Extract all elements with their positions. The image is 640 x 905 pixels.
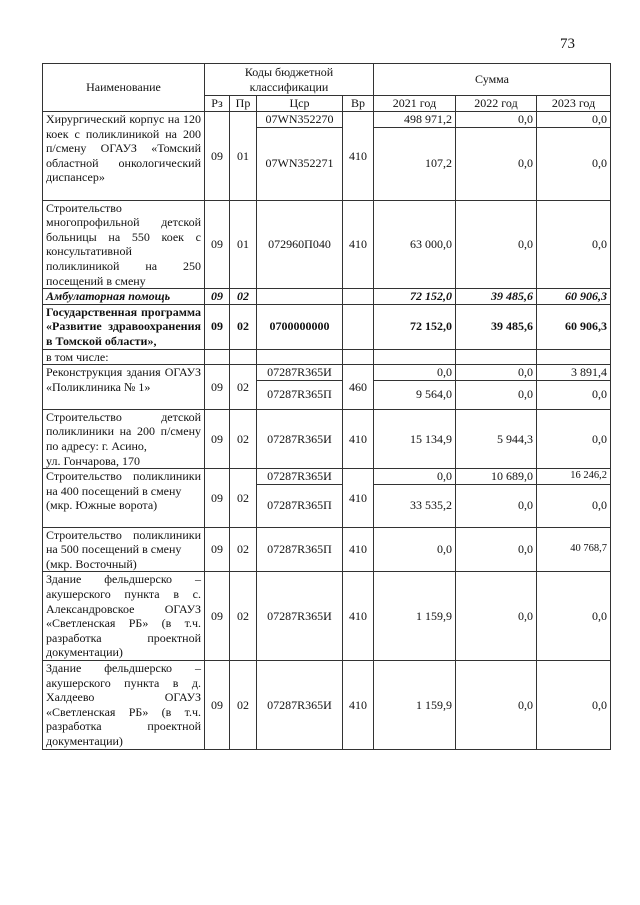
cell-vr: 410 bbox=[343, 661, 374, 750]
cell-csr: 07287R365П bbox=[257, 484, 343, 527]
cell-rz: 09 bbox=[205, 365, 230, 410]
table-row bbox=[43, 112, 611, 128]
header-sum: Сумма bbox=[374, 64, 611, 96]
cell-csr: 072960П040 bbox=[257, 200, 343, 289]
cell-rz: 09 bbox=[205, 200, 230, 289]
row-name-main: Строительство детской поликлиники на 200 п/смену по адресу: г. Асино, bbox=[46, 409, 201, 453]
cell-csr: 07WN352270 bbox=[257, 112, 343, 128]
cell-rz: 09 bbox=[205, 527, 230, 572]
cell-csr bbox=[257, 349, 343, 365]
cell-2022 bbox=[456, 349, 537, 365]
table-row bbox=[43, 409, 611, 468]
row-name bbox=[43, 409, 205, 468]
cell-2022: 0,0 bbox=[456, 661, 537, 750]
cell-csr: 07287R365И bbox=[257, 572, 343, 661]
cell-2022: 0,0 bbox=[456, 380, 537, 409]
header-2021: 2021 год bbox=[374, 96, 456, 112]
cell-2023: 16 246,2 bbox=[537, 469, 611, 485]
row-name: Строительство многопрофильной детской больницы на 550 коек с консультативной поликлиникой на 250 посещений в смену bbox=[43, 200, 205, 289]
cell-rz: 09 bbox=[205, 289, 230, 305]
header-row-top bbox=[43, 64, 611, 96]
header-name: Наименование bbox=[43, 64, 205, 112]
cell-vr: 410 bbox=[343, 409, 374, 468]
cell-rz: 09 bbox=[205, 572, 230, 661]
cell-2023: 0,0 bbox=[537, 484, 611, 527]
header-rz: Рз bbox=[205, 96, 230, 112]
cell-pr bbox=[230, 349, 257, 365]
cell-vr: 410 bbox=[343, 527, 374, 572]
header-2022: 2022 год bbox=[456, 96, 537, 112]
cell-2021: 0,0 bbox=[374, 365, 456, 381]
cell-2021: 0,0 bbox=[374, 527, 456, 572]
cell-2021: 1 159,9 bbox=[374, 661, 456, 750]
row-name bbox=[43, 469, 205, 528]
row-name-main: Строительство поликлиники на 500 посещений в смену bbox=[46, 527, 201, 557]
cell-vr bbox=[343, 304, 374, 349]
cell-2021: 0,0 bbox=[374, 469, 456, 485]
row-name: Амбулаторная помощь bbox=[43, 289, 205, 305]
cell-pr: 01 bbox=[230, 112, 257, 201]
cell-2023: 3 891,4 bbox=[537, 365, 611, 381]
header-csr: Цср bbox=[257, 96, 343, 112]
cell-2021: 498 971,2 bbox=[374, 112, 456, 128]
cell-rz: 09 bbox=[205, 112, 230, 201]
header-codes: Коды бюджетной классификации bbox=[205, 64, 374, 96]
page-number: 73 bbox=[560, 36, 575, 52]
table-row bbox=[43, 200, 611, 289]
cell-csr: 07287R365П bbox=[257, 380, 343, 409]
cell-2021: 1 159,9 bbox=[374, 572, 456, 661]
cell-2023: 40 768,7 bbox=[537, 527, 611, 572]
cell-2023: 0,0 bbox=[537, 112, 611, 128]
row-name: Реконструкция здания ОГАУЗ «Поликлиника № 1» bbox=[43, 365, 205, 410]
cell-2021: 107,2 bbox=[374, 127, 456, 200]
row-name: Здание фельдшерско – акушерского пункта в с. Александровское ОГАУЗ «Светленская РБ» (в т.ч. разработка проектной документации) bbox=[43, 572, 205, 661]
cell-2021 bbox=[374, 349, 456, 365]
cell-2022: 0,0 bbox=[456, 484, 537, 527]
cell-csr: 07287R365И bbox=[257, 365, 343, 381]
table-row bbox=[43, 304, 611, 349]
cell-2023: 60 906,3 bbox=[537, 289, 611, 305]
cell-2022: 39 485,6 bbox=[456, 289, 537, 305]
cell-csr: 07287R365И bbox=[257, 661, 343, 750]
row-name: Государственная программа «Развитие здравоохранения в Томской области», bbox=[43, 304, 205, 349]
cell-vr: 410 bbox=[343, 469, 374, 528]
cell-2023: 0,0 bbox=[537, 200, 611, 289]
cell-pr: 02 bbox=[230, 289, 257, 305]
row-name bbox=[43, 527, 205, 572]
table-row bbox=[43, 289, 611, 305]
cell-2022: 0,0 bbox=[456, 527, 537, 572]
cell-2022: 5 944,3 bbox=[456, 409, 537, 468]
cell-pr: 02 bbox=[230, 409, 257, 468]
cell-rz: 09 bbox=[205, 304, 230, 349]
row-name-main: Строительство поликлиники на 400 посещений в смену bbox=[46, 469, 201, 498]
row-name: Здание фельдшерско – акушерского пункта в д. Халдеево ОГАУЗ «Светленская РБ» (в т.ч. разработка проектной документации) bbox=[43, 661, 205, 750]
cell-pr: 02 bbox=[230, 572, 257, 661]
budget-table bbox=[42, 63, 611, 750]
header-2023: 2023 год bbox=[537, 96, 611, 112]
cell-pr: 02 bbox=[230, 365, 257, 410]
row-name-tail: ул. Гончарова, 170 bbox=[46, 453, 140, 468]
cell-csr: 07287R365П bbox=[257, 527, 343, 572]
cell-2023 bbox=[537, 349, 611, 365]
cell-2022: 0,0 bbox=[456, 200, 537, 289]
cell-pr: 02 bbox=[230, 304, 257, 349]
cell-pr: 02 bbox=[230, 661, 257, 750]
cell-vr: 410 bbox=[343, 572, 374, 661]
cell-rz bbox=[205, 349, 230, 365]
cell-2021: 9 564,0 bbox=[374, 380, 456, 409]
cell-csr: 0700000000 bbox=[257, 304, 343, 349]
cell-2023: 0,0 bbox=[537, 572, 611, 661]
cell-2021: 33 535,2 bbox=[374, 484, 456, 527]
table-row bbox=[43, 572, 611, 661]
cell-csr: 07WN352271 bbox=[257, 127, 343, 200]
table-row bbox=[43, 469, 611, 485]
cell-2022: 0,0 bbox=[456, 365, 537, 381]
cell-2022: 0,0 bbox=[456, 572, 537, 661]
cell-vr: 410 bbox=[343, 200, 374, 289]
cell-csr bbox=[257, 289, 343, 305]
cell-2021: 15 134,9 bbox=[374, 409, 456, 468]
cell-2022: 0,0 bbox=[456, 127, 537, 200]
cell-csr: 07287R365И bbox=[257, 469, 343, 485]
cell-2022: 39 485,6 bbox=[456, 304, 537, 349]
cell-2021: 63 000,0 bbox=[374, 200, 456, 289]
cell-2023: 0,0 bbox=[537, 127, 611, 200]
table-row bbox=[43, 527, 611, 572]
row-name-tail: (мкр. Южные ворота) bbox=[46, 498, 158, 513]
cell-rz: 09 bbox=[205, 661, 230, 750]
cell-pr: 02 bbox=[230, 469, 257, 528]
cell-2022: 10 689,0 bbox=[456, 469, 537, 485]
cell-vr: 410 bbox=[343, 112, 374, 201]
header-vr: Вр bbox=[343, 96, 374, 112]
row-name-tail: (мкр. Восточный) bbox=[46, 556, 137, 571]
cell-vr bbox=[343, 349, 374, 365]
cell-2021: 72 152,0 bbox=[374, 304, 456, 349]
row-name: Хирургический корпус на 120 коек с поликлиникой на 200 п/смену ОГАУЗ «Томский областной онкологический диспансер» bbox=[43, 112, 205, 201]
cell-2021: 72 152,0 bbox=[374, 289, 456, 305]
cell-vr: 460 bbox=[343, 365, 374, 410]
cell-2022: 0,0 bbox=[456, 112, 537, 128]
table-row bbox=[43, 365, 611, 381]
cell-pr: 01 bbox=[230, 200, 257, 289]
row-name: в том числе: bbox=[43, 349, 205, 365]
cell-pr: 02 bbox=[230, 527, 257, 572]
header-pr: Пр bbox=[230, 96, 257, 112]
cell-rz: 09 bbox=[205, 409, 230, 468]
cell-2023: 60 906,3 bbox=[537, 304, 611, 349]
cell-vr bbox=[343, 289, 374, 305]
cell-2023: 0,0 bbox=[537, 661, 611, 750]
cell-csr: 07287R365И bbox=[257, 409, 343, 468]
table-row bbox=[43, 661, 611, 750]
cell-2023: 0,0 bbox=[537, 380, 611, 409]
cell-rz: 09 bbox=[205, 469, 230, 528]
cell-2023: 0,0 bbox=[537, 409, 611, 468]
table-row bbox=[43, 349, 611, 365]
